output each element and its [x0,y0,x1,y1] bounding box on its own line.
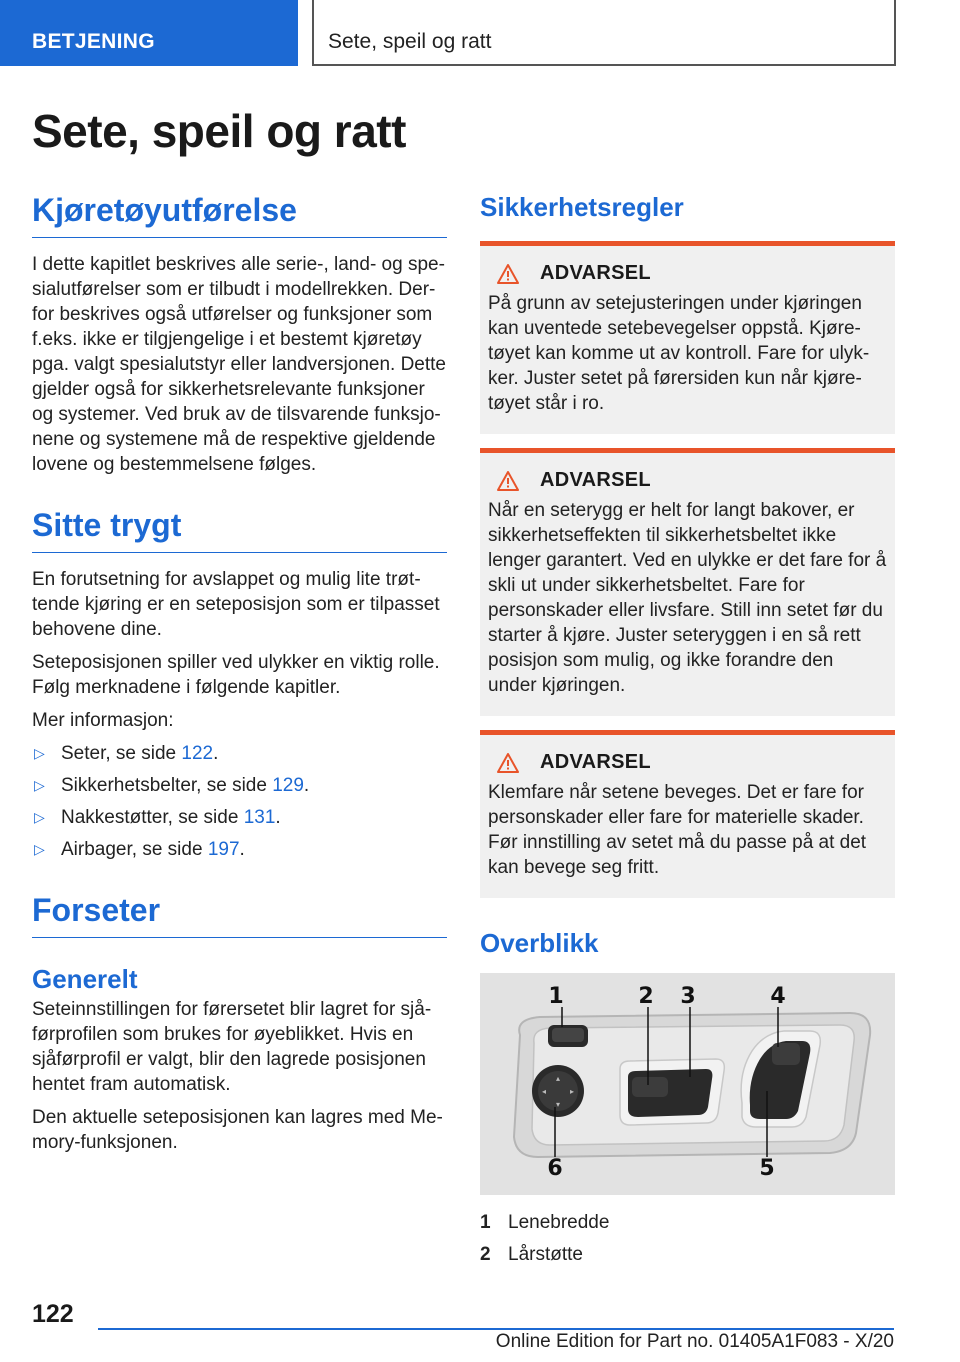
triangle-bullet-icon: ▷ [34,809,45,825]
seat-controls-figure [480,973,895,1195]
paragraph: Seteinnstillingen for førersetet blir lagret for sjåførprofilen som brukes for øyeblikket. Hvis en sjåførprofil er valgt, blir den lagrede posisjonen hentet fram automatisk. [32,999,432,1095]
warning-text: På grunn av setejusteringen under kjøringen kan uventede setebevegelser oppstå. Kjøretøyet kan komme ut av kontroll. Fare for ulykker. Juster setet på førersiden kun når kjøretøyet står i ro. [488,293,870,414]
edition-text: Online Edition for Part no. 01405A1F083 - X/20 [495,1331,894,1352]
legend-label: Lårstøtte [508,1244,583,1265]
figure-callout: 6 [547,1156,563,1181]
legend-number: 1 [480,1212,491,1233]
page-link[interactable]: 129 [272,775,304,796]
warning-box [480,241,895,434]
triangle-bullet-icon: ▷ [34,745,45,761]
figure-callout: 5 [759,1156,775,1181]
legend-item [480,1239,895,1271]
heading-kjoretoyutforelse: Kjøretøyutførelse [32,192,447,238]
page-link[interactable]: 131 [243,807,276,828]
warning-title: ADVARSEL [540,262,651,284]
svg-text:▴: ▴ [555,1074,561,1083]
warning-title: ADVARSEL [540,469,651,491]
triangle-bullet-icon: ▷ [34,841,45,857]
list-item: ▷ Seter, se side 122. [34,743,219,764]
list-item: ▷ Sikkerhetsbelter, se side 129. [34,775,310,796]
heading-generelt: Generelt [32,964,138,994]
heading-sitte-trygt: Sitte trygt [32,507,447,553]
chapter-title: Sete, speil og ratt [312,0,896,66]
legend-number: 2 [480,1244,491,1265]
paragraph: En forutsetning for avslappet og mulig lite trøttende kjøring er en seteposisjon som er tilpasset behovene dine. [32,569,440,640]
paragraph: I dette kapitlet beskrives alle serie-, land- og spesialutførelser som er tilbudt i modellrekken. Derfor beskrives også utførelser og funksjoner som f.eks. ikke er tilgjengelige i et bestemt kjøretøy pga. valgt spesialutstyr eller landversjonen. Dette gjelder også for sikkerhetsrelevante funksjoner og systemer. Ved bruk av de tilsvarende funksjonene og systemene må de respektive gjeldende lovene og bestemmelsene følges. [32,254,447,475]
triangle-bullet-icon: ▷ [34,777,45,793]
warning-triangle-icon [496,752,520,774]
figure-callout: 4 [770,984,786,1009]
right-column [480,192,895,1271]
footer-divider [98,1328,894,1330]
svg-text:▾: ▾ [555,1100,561,1109]
warning-header [488,469,887,492]
figure-callout: 2 [638,984,654,1009]
warning-header [488,262,887,285]
list-item: ▷ Nakkestøtter, se side 131. [34,807,281,828]
more-info-list [32,741,447,862]
paragraph: Seteposisjonen spiller ved ulykker en viktig rolle. Følg merknadene i følgende kapitler. [32,652,440,698]
page-header [0,0,960,66]
warning-title: ADVARSEL [540,751,651,773]
heading-forseter: Forseter [32,892,447,938]
warning-header [488,751,887,774]
heading-overblikk: Overblikk [480,928,599,958]
page-link[interactable]: 122 [181,743,214,764]
warning-text: Klemfare når setene beveges. Det er fare for personskader eller fare for materielle skader. Før innstilling av setet må du passe på at det kan bevege seg fritt. [488,782,867,878]
warning-triangle-icon [496,470,520,492]
paragraph: Den aktuelle seteposisjonen kan lagres med Memory-funksjonen. [32,1107,443,1153]
warning-box [480,730,895,898]
warning-box [480,448,895,716]
seat-controls-illustration [480,973,895,1195]
figure-callout: 3 [680,984,696,1009]
page-title: Sete, speil og ratt [32,105,406,157]
legend-label: Lenebredde [508,1212,610,1233]
svg-text:◂: ◂ [541,1087,547,1096]
warning-text: Når en seterygg er helt for langt bakover, er sikkerhetseffekten til sikkerhetsbeltet ikke lenger garantert. Ved en ulykke er det fare for å skli ut under sikkerhetsbeltet. Fare for personskader eller livsfare. Still inn setet før du starter å kjøre. Juster seteryggen i en så rett posisjon som mulig, og ikke forandre den under kjøringen. [488,500,887,696]
figure-callout: 1 [548,984,564,1009]
paragraph: Mer informasjon: [32,710,174,731]
figure-legend [480,1207,895,1271]
section-sitte-trygt [32,507,447,862]
left-column [32,192,447,1185]
page-link[interactable]: 197 [207,839,240,860]
section-kjoretoyutforelse [32,192,447,477]
page-number: 122 [32,1300,74,1328]
heading-sikkerhetsregler: Sikkerhetsregler [480,192,684,222]
list-item: ▷ Airbager, se side 197. [34,839,245,860]
warning-triangle-icon [496,263,520,285]
legend-item [480,1207,895,1239]
section-forseter [32,892,447,1155]
svg-text:▸: ▸ [569,1087,575,1096]
section-tab: BETJENING [0,0,298,66]
